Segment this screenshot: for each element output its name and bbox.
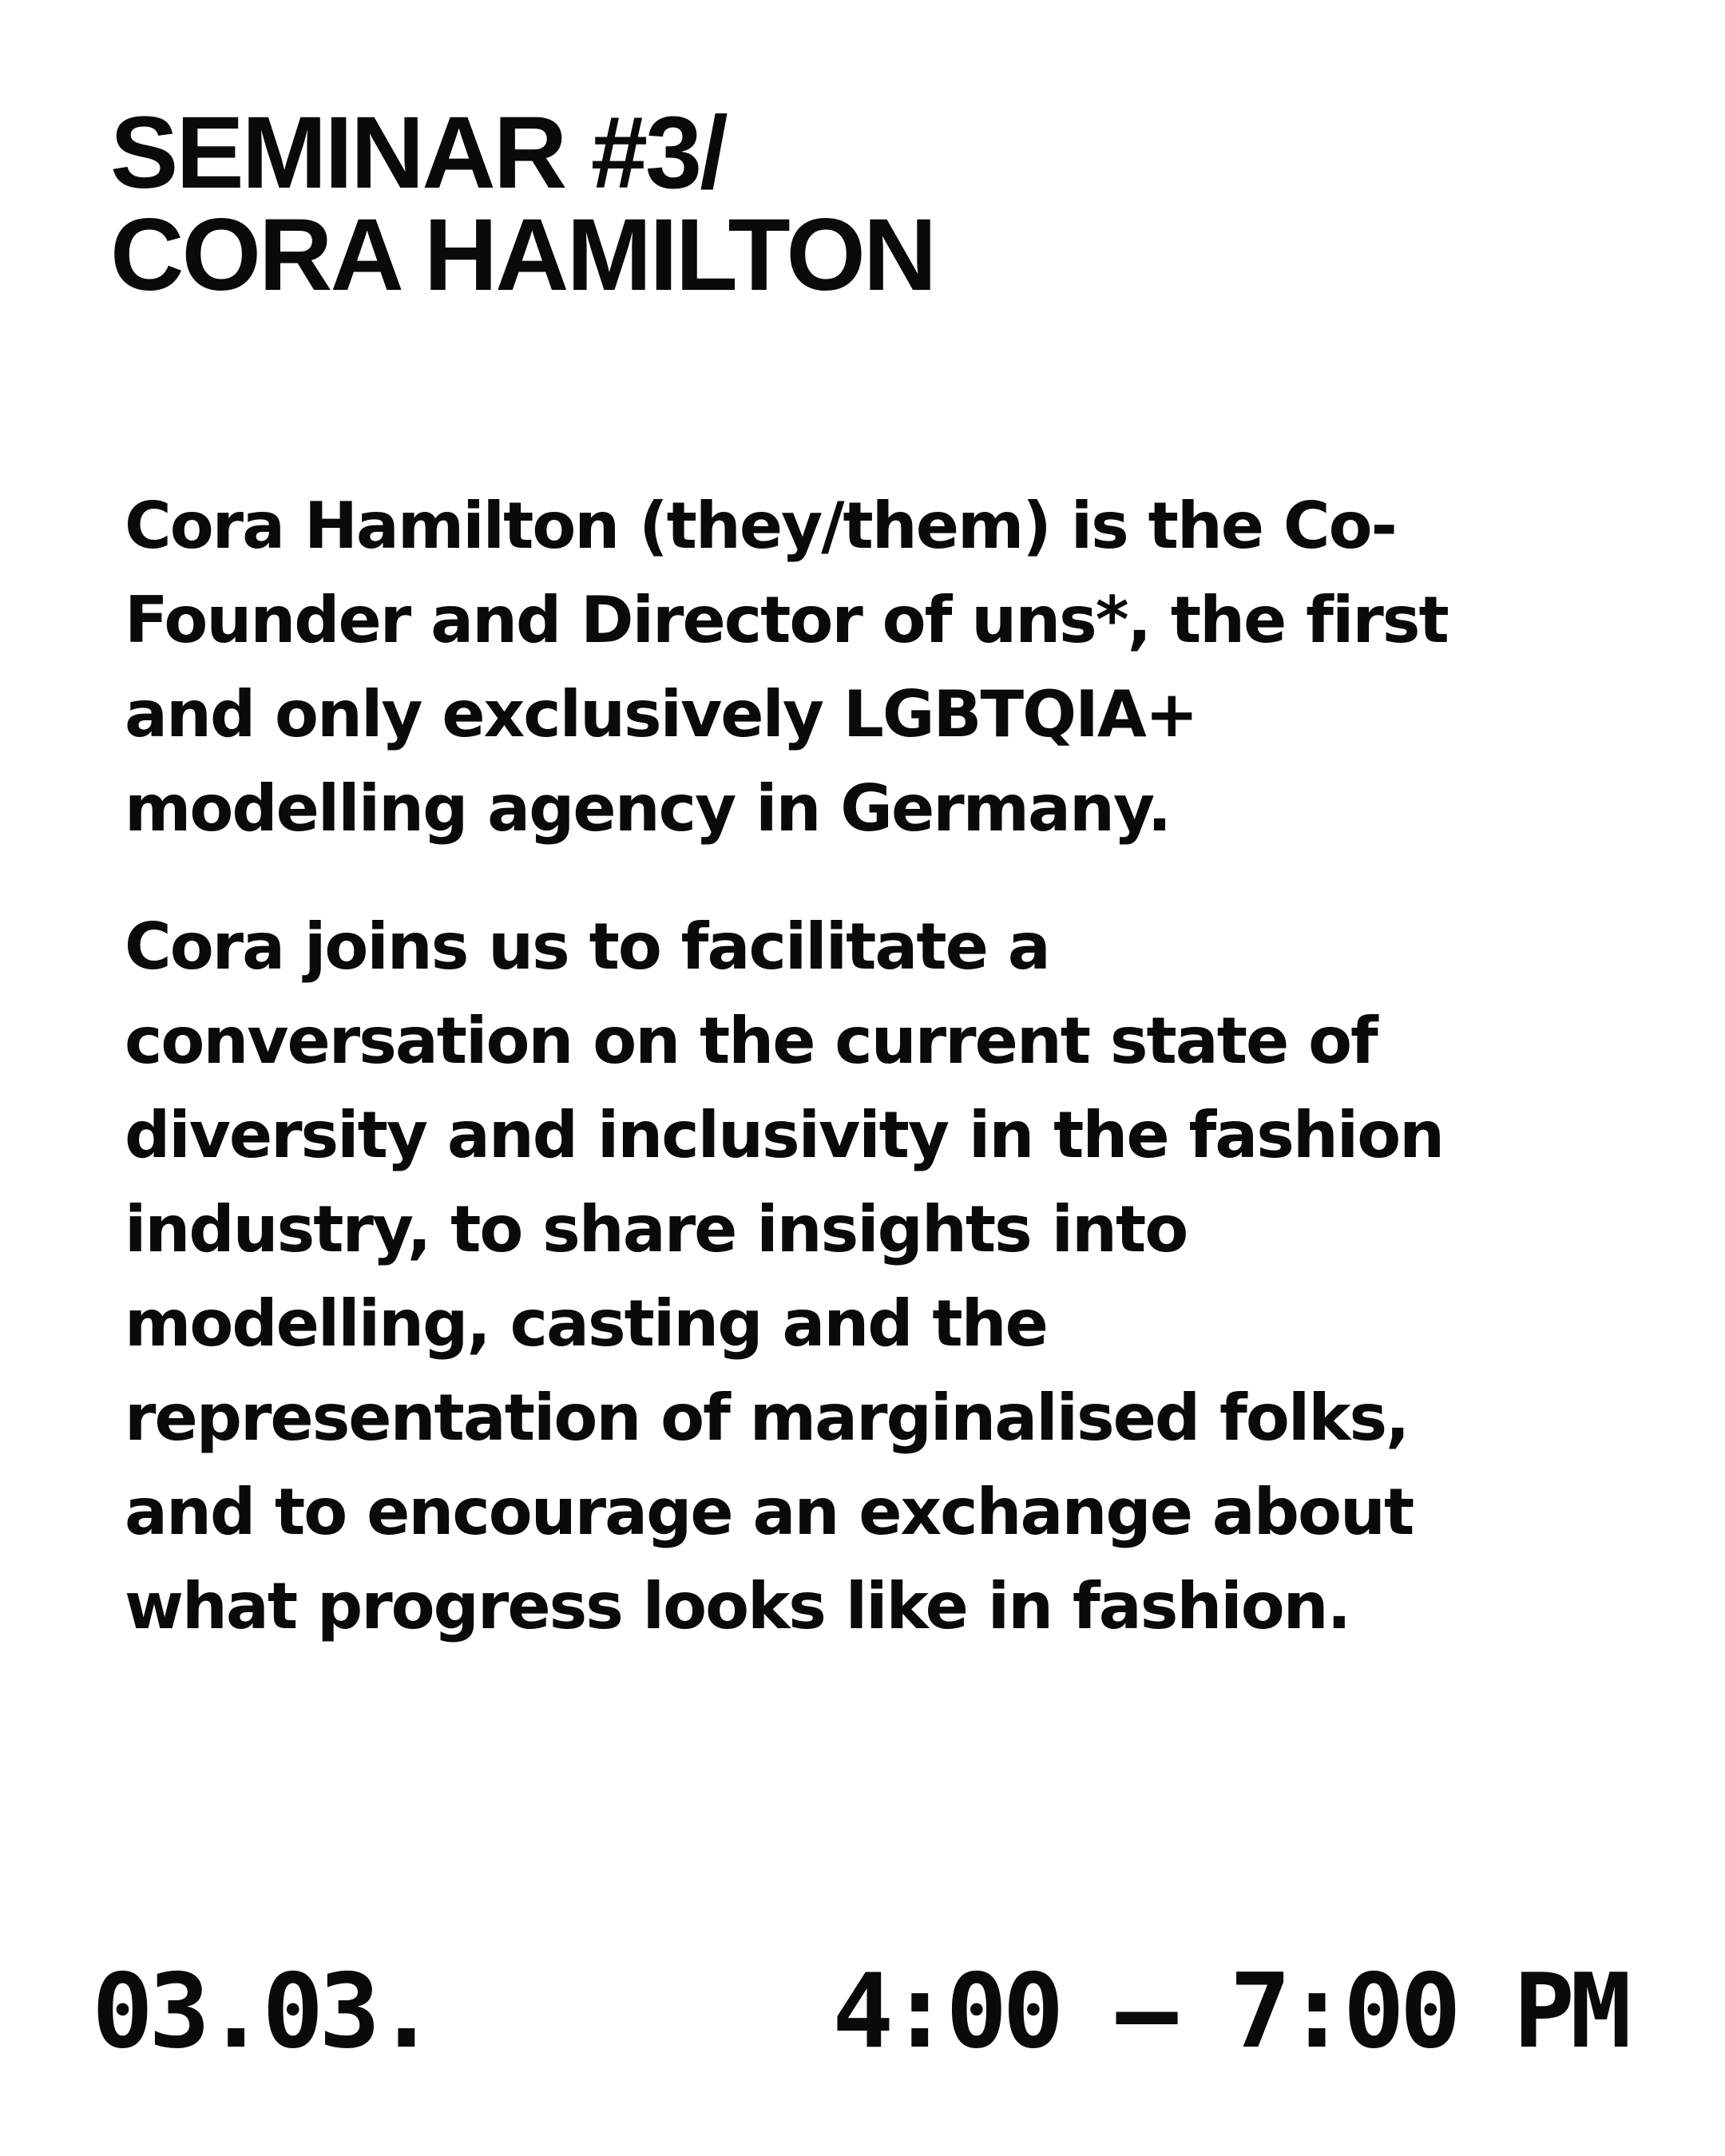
text-line: modelling agency in Germany. <box>125 771 1171 846</box>
text-line: diversity and inclusivity in the fashion <box>125 1098 1444 1172</box>
event-time: 4:00 – 7:00 PM <box>832 1952 1627 2071</box>
seminar-description <box>125 479 1642 1654</box>
text-line: industry, to share insights into <box>125 1192 1188 1266</box>
text-line: modelling, casting and the <box>125 1286 1047 1361</box>
description-paragraph-details <box>125 900 1642 1654</box>
text-line: representation of marginalised folks, <box>125 1381 1409 1455</box>
text-line: Cora Hamilton (they/them) is the Co- <box>125 489 1396 563</box>
text-line: Cora joins us to facilitate a <box>125 910 1049 984</box>
seminar-title <box>110 96 935 312</box>
event-date: 03.03. <box>92 1952 433 2071</box>
description-paragraph-intro <box>125 479 1642 856</box>
event-footer <box>92 1952 1633 2071</box>
text-line: and to encourage an exchange about <box>125 1475 1414 1549</box>
title-line: CORA HAMILTON <box>110 198 935 312</box>
text-line: what progress looks like in fashion. <box>125 1569 1350 1643</box>
title-line: SEMINAR #3/ <box>110 96 726 210</box>
text-line: conversation on the current state of <box>125 1004 1377 1078</box>
text-line: Founder and Director of uns*, the first <box>125 583 1448 657</box>
text-line: and only exclusively LGBTQIA+ <box>125 677 1197 751</box>
